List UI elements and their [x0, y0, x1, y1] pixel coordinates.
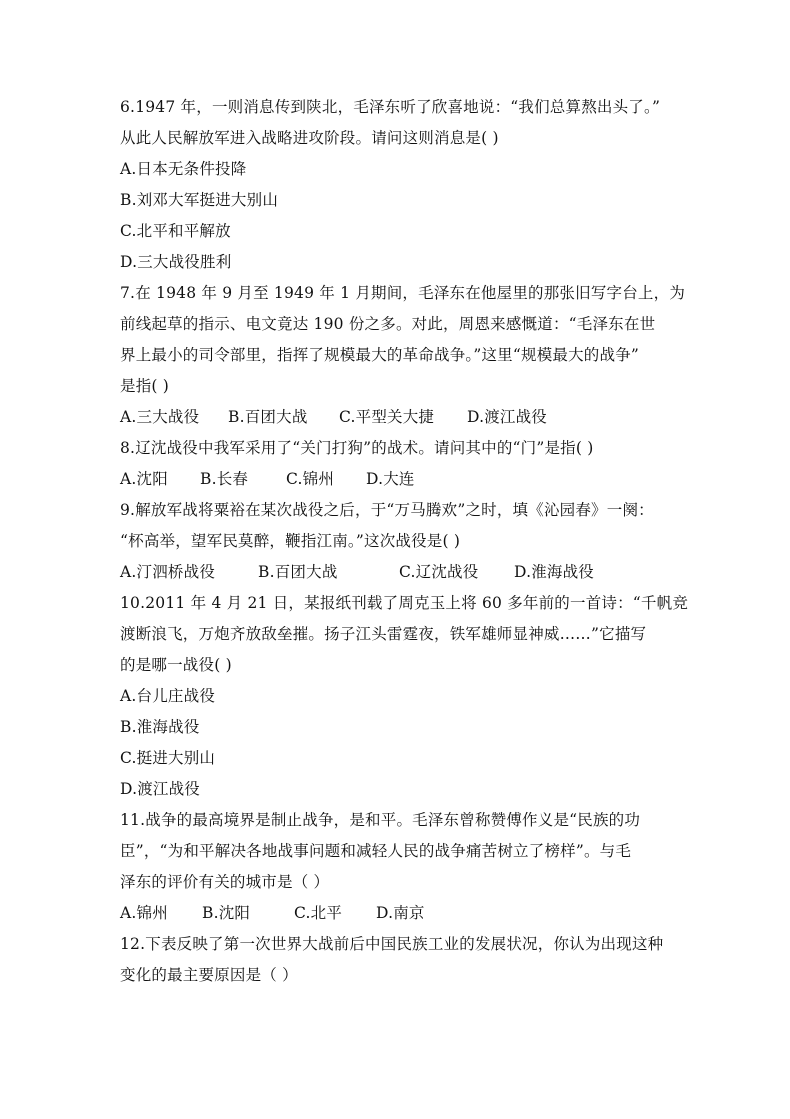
- question-stem-line: 是指( ): [120, 377, 170, 395]
- question-stem-line: 10.2011 年 4 月 21 日，某报纸刊载了周克玉上将 60 多年前的一首诗：“千帆竞: [120, 594, 689, 612]
- option-c: C.北平: [294, 904, 343, 922]
- question-stem-line: 7.在 1948 年 9 月至 1949 年 1 月期间，毛泽东在他屋里的那张旧写字台上，为: [120, 284, 686, 302]
- option-c: C.挺进大别山: [120, 749, 216, 767]
- question-stem-line: 6.1947 年，一则消息传到陕北，毛泽东听了欣喜地说：“我们总算熬出头了。”: [120, 98, 661, 116]
- question-stem-line: 臣”，“为和平解决各地战事问题和减轻人民的战争痛苦树立了榜样”。与毛: [120, 842, 632, 860]
- question-11: [120, 805, 680, 929]
- option-d: D.渡江战役: [120, 780, 201, 798]
- question-10: [120, 588, 689, 805]
- option-a: A.锦州: [120, 904, 168, 922]
- question-6: [120, 92, 680, 278]
- options-row: [120, 557, 680, 588]
- question-stem-line: 11.战争的最高境界是制止战争，是和平。毛泽东曾称赞傅作义是“民族的功: [120, 811, 641, 829]
- question-7: [120, 278, 686, 433]
- question-stem-line: 8.辽沈战役中我军采用了“关门打狗”的战术。请问其中的“门”是指( ): [120, 439, 594, 457]
- option-a: A.沈阳: [120, 470, 168, 488]
- question-9: [120, 495, 680, 588]
- document-page: [120, 92, 689, 991]
- option-d: D.淮海战役: [514, 563, 595, 581]
- option-a: A.日本无条件投降: [120, 160, 247, 178]
- option-c: C.辽沈战役: [399, 563, 479, 581]
- options-row: [120, 464, 680, 495]
- question-stem-line: 前线起草的指示、电文竟达 190 份之多。对此，周恩来感慨道：“毛泽东在世: [120, 315, 656, 333]
- option-c: C.北平和平解放: [120, 222, 231, 240]
- question-stem-line: 的是哪一战役( ): [120, 656, 232, 674]
- question-stem-line: 从此人民解放军进入战略进攻阶段。请问这则消息是( ): [120, 129, 499, 147]
- option-b: B.百团大战: [228, 408, 308, 426]
- option-d: D.南京: [376, 904, 425, 922]
- option-b: B.淮海战役: [120, 718, 200, 736]
- option-d: D.渡江战役: [467, 408, 548, 426]
- question-stem-line: 变化的最主要原因是（ ）: [120, 966, 298, 984]
- question-12: [120, 929, 680, 991]
- question-stem-line: “杯高举，望军民莫醉，鞭指江南。”这次战役是( ): [120, 532, 461, 550]
- option-b: B.刘邓大军挺进大别山: [120, 191, 279, 209]
- option-a: A.台儿庄战役: [120, 687, 216, 705]
- option-b: B.长春: [200, 470, 249, 488]
- option-b: B.沈阳: [202, 904, 251, 922]
- option-a: A.三大战役: [120, 408, 200, 426]
- option-d: D.三大战役胜利: [120, 253, 232, 271]
- question-stem-line: 9.解放军战将粟裕在某次战役之后，于“万马腾欢”之时，填《沁园春》一阕：: [120, 501, 654, 519]
- question-stem-line: 12.下表反映了第一次世界大战前后中国民族工业的发展状况，你认为出现这种: [120, 935, 664, 953]
- option-c: C.平型关大捷: [339, 408, 435, 426]
- option-b: B.百团大战: [258, 563, 338, 581]
- options-row: [120, 402, 680, 433]
- question-stem-line: 界上最小的司令部里，指挥了规模最大的革命战争。”这里“规模最大的战争”: [120, 346, 640, 364]
- question-stem-line: 泽东的评价有关的城市是（ ）: [120, 873, 330, 891]
- option-a: A.汀泗桥战役: [120, 563, 216, 581]
- options-row: [120, 898, 680, 929]
- option-d: D.大连: [366, 470, 415, 488]
- question-8: [120, 433, 680, 495]
- question-stem-line: 渡断浪飞，万炮齐放敌垒摧。扬子江头雷霆夜，铁军雄师显神威……”它描写: [120, 625, 647, 643]
- option-c: C.锦州: [286, 470, 335, 488]
